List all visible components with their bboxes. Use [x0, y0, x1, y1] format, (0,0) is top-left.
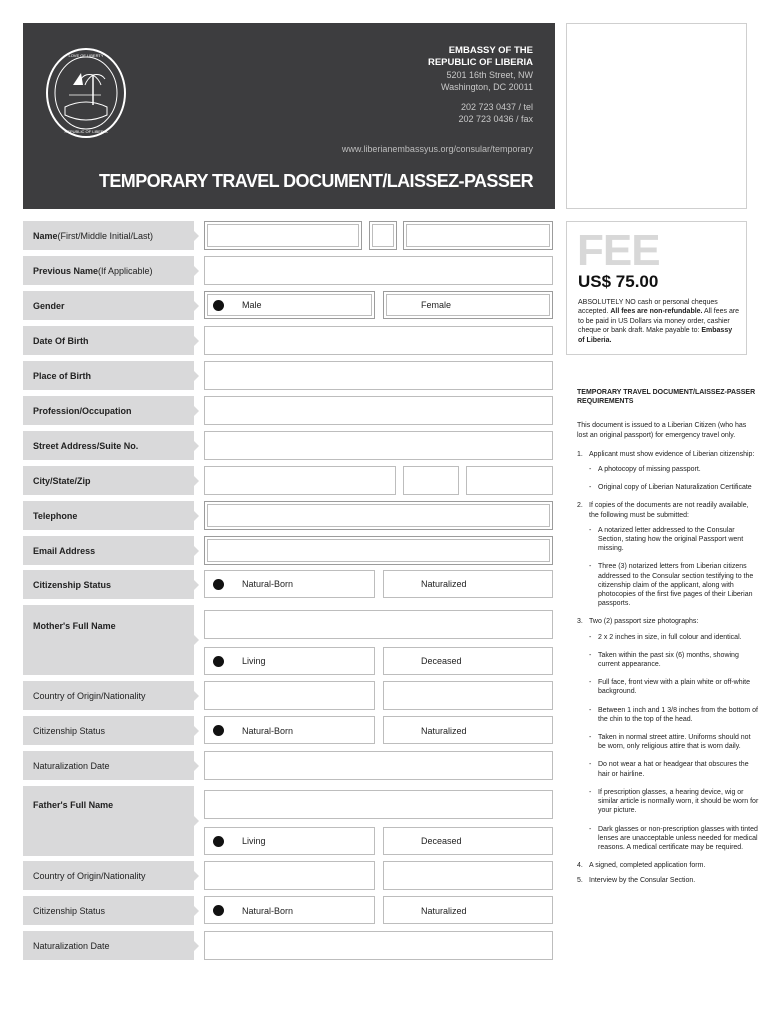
mother-living-label: Living — [242, 656, 266, 666]
pob-field[interactable] — [204, 361, 553, 390]
father-living-label: Living — [242, 836, 266, 846]
father-deceased-label: Deceased — [421, 836, 462, 846]
father-nat-date-field[interactable] — [204, 931, 553, 960]
requirement-item: 5. Interview by the Consular Section. — [577, 877, 696, 885]
previous-name-field[interactable] — [204, 256, 553, 285]
street-field[interactable] — [204, 431, 553, 460]
father-natural-label: Natural-Born — [242, 906, 294, 916]
embassy-name-line2: REPUBLIC OF LIBERIA — [427, 57, 533, 68]
zip-field[interactable] — [466, 466, 553, 495]
mother-natural-label: Natural-Born — [242, 726, 294, 736]
liberia-seal-icon — [43, 45, 129, 141]
city-field[interactable] — [204, 466, 396, 495]
requirement-subitem: - Between 1 inch and 1 3/8 inches from the bottom of the chin to the top of the head. — [577, 706, 759, 724]
gender-male-label: Male — [242, 300, 262, 310]
mother-nationality-field[interactable] — [383, 681, 553, 710]
requirement-item: 4. A signed, completed application form. — [577, 862, 706, 870]
requirement-subitem: - Three (3) notarized letters from Liberian citizens addressed to the Consular section testifying to the citizenship claim of the applicant, along with photocopies of the first five pages of their Liberian passports. — [577, 562, 759, 608]
street-label: Street Address/Suite No. — [23, 431, 194, 460]
radio-father-natural-icon[interactable] — [213, 905, 224, 916]
telephone-field[interactable] — [204, 501, 553, 530]
last-name-field[interactable] — [403, 221, 553, 250]
gender-male-option[interactable] — [204, 291, 375, 319]
city-label: City/State/Zip — [23, 466, 194, 495]
fee-heading: FEE — [577, 226, 660, 275]
radio-mother-natural-icon[interactable] — [213, 725, 224, 736]
father-nationality-field[interactable] — [383, 861, 553, 890]
radio-male-icon[interactable] — [213, 300, 224, 311]
mother-nat-date-label: Naturalization Date — [23, 751, 194, 780]
telephone-label: Telephone — [23, 501, 194, 530]
website-url: www.liberianembassyus.org/consular/temporary — [341, 144, 533, 154]
state-field[interactable] — [403, 466, 459, 495]
requirement-subitem: - Taken in normal street attire. Uniforms should not be worn, only religious attire that is worn daily. — [577, 733, 759, 751]
fee-amount: US$ 75.00 — [578, 272, 659, 291]
requirement-item: 3. Two (2) passport size photographs: — [577, 618, 699, 626]
requirement-subitem: - Do not wear a hat or headgear that obscures the hair or hairline. — [577, 760, 759, 778]
father-naturalized-option[interactable] — [383, 896, 553, 924]
profession-field[interactable] — [204, 396, 553, 425]
requirement-subitem: - If prescription glasses, a hearing device, wig or similar article is normally worn, it should be worn for your picture. — [577, 788, 759, 816]
address-line2: Washington, DC 20011 — [440, 82, 533, 92]
requirement-item: 2. If copies of the documents are not readily available, the following must be submitted: — [577, 502, 749, 519]
profession-label: Profession/Occupation — [23, 396, 194, 425]
father-citizenship-label: Citizenship Status — [23, 896, 194, 925]
telephone-number: 202 723 0437 / tel — [460, 102, 533, 112]
requirement-subitem: - Original copy of Liberian Naturalization Certificate — [577, 483, 759, 492]
father-deceased-option[interactable] — [383, 827, 553, 855]
requirement-subitem: - 2 x 2 inches in size, in full colour and identical. — [577, 633, 759, 642]
mother-name-field[interactable] — [204, 610, 553, 639]
gender-female-option[interactable] — [383, 291, 553, 319]
pob-label: Place of Birth — [23, 361, 194, 390]
address-line1: 5201 16th Street, NW — [446, 70, 533, 80]
father-country-label: Country of Origin/Nationality — [23, 861, 194, 890]
requirement-item: 1. Applicant must show evidence of Liberian citizenship: — [577, 450, 755, 458]
radio-mother-living-icon[interactable] — [213, 656, 224, 667]
citizenship-naturalized-label: Naturalized — [421, 579, 467, 589]
fax-number: 202 723 0436 / fax — [458, 114, 533, 124]
mother-deceased-label: Deceased — [421, 656, 462, 666]
father-country-field[interactable] — [204, 861, 375, 890]
requirement-subitem: - A photocopy of missing passport. — [577, 465, 759, 474]
gender-female-label: Female — [421, 300, 452, 310]
email-field[interactable] — [204, 536, 553, 565]
middle-initial-field[interactable] — [369, 221, 397, 250]
header-banner — [23, 23, 555, 209]
mother-living-option[interactable] — [204, 647, 375, 675]
father-naturalized-label: Naturalized — [421, 906, 467, 916]
father-living-option[interactable] — [204, 827, 375, 855]
mother-deceased-option[interactable] — [383, 647, 553, 675]
radio-father-living-icon[interactable] — [213, 836, 224, 847]
dob-field[interactable] — [204, 326, 553, 355]
mother-label: Mother's Full Name — [23, 605, 194, 675]
fee-box — [566, 221, 747, 355]
mother-naturalized-option[interactable] — [383, 716, 553, 744]
requirement-subitem: - Dark glasses or non-prescription glasses with tinted lenses are unacceptable unless needed for medical reasons. A medical certificate may be required. — [577, 825, 759, 853]
mother-citizenship-label: Citizenship Status — [23, 716, 194, 745]
svg-text:REPUBLIC OF LIBERIA: REPUBLIC OF LIBERIA — [64, 129, 108, 134]
father-nat-date-label: Naturalization Date — [23, 931, 194, 960]
fee-note: ABSOLUTELY NO cash or personal cheques accepted. All fees are non-refundable. All fees are to be paid in US Dollars via money order, cashier cheque or bank draft. Make payable to: Embassy of Liberia. — [578, 299, 740, 344]
requirement-subitem: - A notarized letter addressed to the Consular Section, stating how the original Passport went missing. — [577, 526, 759, 554]
embassy-contact — [273, 45, 533, 125]
requirements-title: TEMPORARY TRAVEL DOCUMENT/LAISSEZ-PASSER REQUIREMENTS — [577, 389, 756, 406]
requirements-section — [577, 388, 759, 892]
mother-country-field[interactable] — [204, 681, 375, 710]
mother-country-label: Country of Origin/Nationality — [23, 681, 194, 710]
mother-nat-date-field[interactable] — [204, 751, 553, 780]
embassy-name-line1: EMBASSY OF THE — [448, 45, 533, 56]
father-name-field[interactable] — [204, 790, 553, 819]
photo-box — [566, 23, 747, 209]
dob-label: Date Of Birth — [23, 326, 194, 355]
mother-naturalized-label: Naturalized — [421, 726, 467, 736]
previous-name-label: Previous Name (If Applicable) — [23, 256, 194, 285]
svg-text:LOVE OF LIBERTY: LOVE OF LIBERTY — [68, 53, 104, 58]
email-label: Email Address — [23, 536, 194, 565]
citizenship-label: Citizenship Status — [23, 570, 194, 599]
gender-label: Gender — [23, 291, 194, 320]
name-label: Name (First/Middle Initial/Last) — [23, 221, 194, 250]
radio-natural-icon[interactable] — [213, 579, 224, 590]
first-name-field[interactable] — [204, 221, 362, 250]
citizenship-naturalized-option[interactable] — [383, 570, 553, 598]
page-title: TEMPORARY TRAVEL DOCUMENT/LAISSEZ-PASSER — [99, 171, 534, 191]
requirements-intro: This document is issued to a Liberian Citizen (who has lost an original passport) for emergency travel only. — [577, 422, 747, 439]
father-label: Father's Full Name — [23, 786, 194, 856]
requirement-subitem: - Taken within the past six (6) months, showing current appearance. — [577, 651, 759, 669]
requirement-subitem: - Full face, front view with a plain white or off-white background. — [577, 678, 759, 696]
citizenship-natural-label: Natural-Born — [242, 579, 294, 589]
